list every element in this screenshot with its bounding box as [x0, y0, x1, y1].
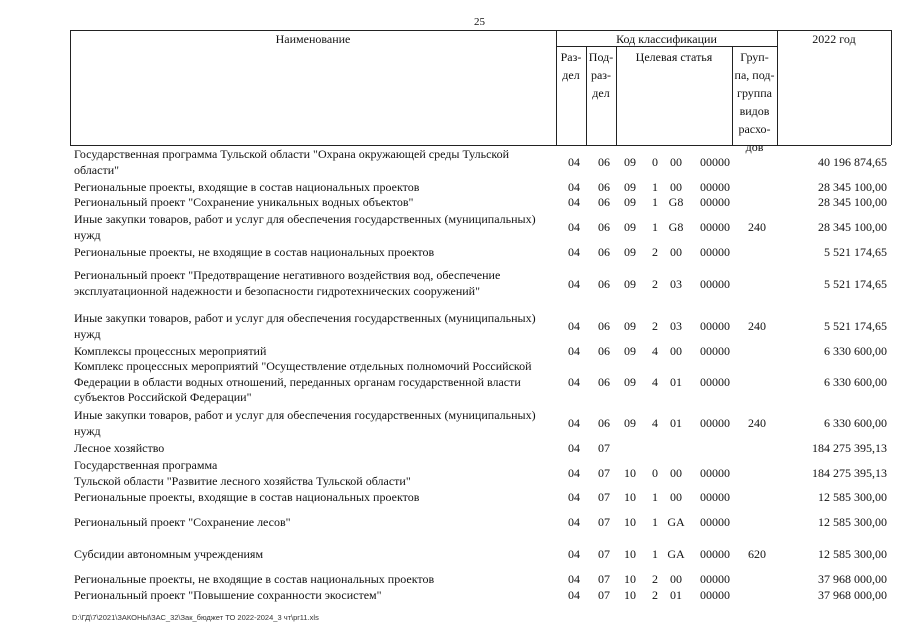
row-code-c1: 09	[624, 155, 636, 169]
row-name: Региональный проект "Сохранение уникальных водных объектов"	[74, 195, 414, 209]
row-code-c2: 4	[652, 375, 658, 389]
row-code-c3: 00	[670, 572, 682, 586]
row-code-c1: 10	[624, 588, 636, 602]
row-code-c4: 00000	[700, 416, 730, 430]
header-group: Груп- па, под- группа видов расхо- дов	[734, 50, 775, 154]
row-code-c1: 09	[624, 375, 636, 389]
row-amount: 5 521 174,65	[824, 277, 887, 291]
row-code-c3: 00	[670, 466, 682, 480]
row-amount: 12 585 300,00	[818, 547, 887, 561]
row-code-vr: 240	[748, 416, 766, 430]
row-code-pr: 06	[598, 416, 610, 430]
row-code-c4: 00000	[700, 180, 730, 194]
row-code-rz: 04	[568, 375, 580, 389]
row-code-c2: 0	[652, 155, 658, 169]
row-code-vr: 240	[748, 220, 766, 234]
row-code-c4: 00000	[700, 375, 730, 389]
row-code-c2: 4	[652, 416, 658, 430]
row-code-c1: 09	[624, 220, 636, 234]
row-name: Региональный проект "Повышение сохранности экосистем"	[74, 588, 382, 602]
row-code-c3: G8	[668, 220, 684, 234]
row-amount: 12 585 300,00	[818, 490, 887, 504]
row-code-rz: 04	[568, 515, 580, 529]
row-code-c4: 00000	[700, 588, 730, 602]
row-code-c2: 4	[652, 344, 658, 358]
row-code-c1: 09	[624, 344, 636, 358]
row-code-pr: 06	[598, 180, 610, 194]
row-code-c3: 00	[670, 155, 682, 169]
row-code-pr: 07	[598, 572, 610, 586]
row-code-c2: 1	[652, 180, 658, 194]
row-code-c1: 10	[624, 515, 636, 529]
row-code-c2: 1	[652, 547, 658, 561]
row-code-rz: 04	[568, 155, 580, 169]
row-amount: 6 330 600,00	[824, 344, 887, 358]
row-name: Региональный проект "Предотвращение негативного воздействия вод, обеспечение эксплуатационной надежности и безопасности гидротехнических сооружений"	[74, 268, 501, 298]
row-code-c2: 1	[652, 515, 658, 529]
header-name: Наименование	[275, 32, 351, 46]
row-code-pr: 07	[598, 466, 610, 480]
row-name: Государственная программа Тульской области "Охрана окружающей среды Тульской области"	[74, 147, 510, 177]
row-code-c3: 00	[670, 180, 682, 194]
row-code-c4: 00000	[700, 155, 730, 169]
row-code-c3: 01	[670, 588, 682, 602]
row-code-c3: 00	[670, 490, 682, 504]
row-amount: 28 345 100,00	[818, 220, 887, 234]
row-code-c2: 0	[652, 466, 658, 480]
row-amount: 12 585 300,00	[818, 515, 887, 529]
row-code-rz: 04	[568, 490, 580, 504]
row-code-rz: 04	[568, 319, 580, 333]
row-name: Региональные проекты, не входящие в состав национальных проектов	[74, 245, 435, 259]
row-code-pr: 06	[598, 375, 610, 389]
row-name: Комплексы процессных мероприятий	[74, 344, 267, 358]
row-code-pr: 06	[598, 319, 610, 333]
row-code-c3: GA	[667, 547, 685, 561]
row-code-rz: 04	[568, 195, 580, 209]
file-path: D:\ГД\7\2021\ЗАКОНЫ\ЗАС_32\Зак_бюджет ТО 2022-2024_3 чт\pr11.xls	[72, 613, 319, 622]
row-amount: 184 275 395,13	[812, 466, 887, 480]
row-code-c1: 09	[624, 416, 636, 430]
row-code-c3: 03	[670, 319, 682, 333]
row-code-pr: 06	[598, 195, 610, 209]
row-name: Комплекс процессных мероприятий "Осуществление отдельных полномочий Российской Федерации в области водных отношений, переданных органам государственной власти субъектов Российской Федерации"	[74, 359, 532, 404]
row-code-c4: 00000	[700, 195, 730, 209]
row-code-c2: 2	[652, 572, 658, 586]
row-code-c2: 2	[652, 245, 658, 259]
row-code-c2: 1	[652, 220, 658, 234]
row-amount: 5 521 174,65	[824, 245, 887, 259]
row-amount: 6 330 600,00	[824, 416, 887, 430]
row-code-c1: 10	[624, 466, 636, 480]
row-code-c4: 00000	[700, 515, 730, 529]
row-code-vr: 240	[748, 319, 766, 333]
row-code-c1: 10	[624, 547, 636, 561]
row-code-rz: 04	[568, 572, 580, 586]
header-razdel: Раз- дел	[560, 50, 582, 82]
row-amount: 37 968 000,00	[818, 588, 887, 602]
row-amount: 5 521 174,65	[824, 319, 887, 333]
header-podrazdel: Под- раз- дел	[588, 50, 614, 100]
row-amount: 6 330 600,00	[824, 375, 887, 389]
row-code-rz: 04	[568, 588, 580, 602]
row-code-rz: 04	[568, 466, 580, 480]
row-name: Иные закупки товаров, работ и услуг для обеспечения государственных (муниципальных) нужд	[74, 408, 536, 438]
row-code-c2: 1	[652, 195, 658, 209]
row-name: Региональные проекты, входящие в состав национальных проектов	[74, 180, 420, 194]
row-name: Региональные проекты, входящие в состав национальных проектов	[74, 490, 420, 504]
row-code-pr: 07	[598, 441, 610, 455]
row-code-c1: 09	[624, 180, 636, 194]
row-code-c2: 1	[652, 490, 658, 504]
row-name: Иные закупки товаров, работ и услуг для обеспечения государственных (муниципальных) нужд	[74, 311, 536, 341]
row-code-c1: 10	[624, 572, 636, 586]
row-code-c1: 09	[624, 195, 636, 209]
row-code-c2: 2	[652, 588, 658, 602]
row-amount: 37 968 000,00	[818, 572, 887, 586]
header-year: 2022 год	[812, 32, 856, 46]
row-code-c4: 00000	[700, 466, 730, 480]
row-code-c3: 00	[670, 245, 682, 259]
row-code-c3: 01	[670, 416, 682, 430]
row-code-c2: 2	[652, 277, 658, 291]
header-classification: Код классификации	[616, 32, 717, 46]
row-code-vr: 620	[748, 547, 766, 561]
row-name: Региональные проекты, не входящие в состав национальных проектов	[74, 572, 435, 586]
row-code-c3: 01	[670, 375, 682, 389]
row-code-pr: 07	[598, 547, 610, 561]
row-code-rz: 04	[568, 245, 580, 259]
row-code-c1: 09	[624, 319, 636, 333]
row-name: Региональный проект "Сохранение лесов"	[74, 515, 291, 529]
row-code-rz: 04	[568, 547, 580, 561]
row-name: Иные закупки товаров, работ и услуг для обеспечения государственных (муниципальных) нужд	[74, 212, 536, 242]
row-code-c1: 09	[624, 245, 636, 259]
row-code-c4: 00000	[700, 319, 730, 333]
row-code-pr: 07	[598, 515, 610, 529]
row-code-rz: 04	[568, 277, 580, 291]
row-code-pr: 07	[598, 588, 610, 602]
row-code-rz: 04	[568, 416, 580, 430]
row-code-c4: 00000	[700, 490, 730, 504]
row-code-rz: 04	[568, 344, 580, 358]
row-amount: 184 275 395,13	[812, 441, 887, 455]
row-code-pr: 06	[598, 155, 610, 169]
row-code-c4: 00000	[700, 547, 730, 561]
row-code-pr: 07	[598, 490, 610, 504]
row-code-c1: 10	[624, 490, 636, 504]
row-code-c4: 00000	[700, 572, 730, 586]
row-code-c1: 09	[624, 277, 636, 291]
row-code-pr: 06	[598, 344, 610, 358]
row-code-c3: 00	[670, 344, 682, 358]
row-code-rz: 04	[568, 220, 580, 234]
row-code-rz: 04	[568, 441, 580, 455]
row-code-c4: 00000	[700, 277, 730, 291]
row-amount: 40 196 874,65	[818, 155, 887, 169]
row-amount: 28 345 100,00	[818, 195, 887, 209]
row-code-pr: 06	[598, 277, 610, 291]
row-name: Лесное хозяйство	[74, 441, 165, 455]
table-header	[70, 30, 891, 154]
row-code-c3: G8	[668, 195, 684, 209]
row-code-c4: 00000	[700, 245, 730, 259]
row-code-pr: 06	[598, 220, 610, 234]
page-number: 25	[474, 16, 485, 28]
row-name: Субсидии автономным учреждениям	[74, 547, 264, 561]
header-target: Целевая статья	[635, 50, 713, 64]
row-name: Государственная программа Тульской области "Развитие лесного хозяйства Тульской области"	[74, 458, 411, 488]
row-code-pr: 06	[598, 245, 610, 259]
row-code-c3: 03	[670, 277, 682, 291]
row-code-rz: 04	[568, 180, 580, 194]
row-code-c4: 00000	[700, 220, 730, 234]
row-code-c3: GA	[667, 515, 685, 529]
row-code-c4: 00000	[700, 344, 730, 358]
row-code-c2: 2	[652, 319, 658, 333]
row-amount: 28 345 100,00	[818, 180, 887, 194]
